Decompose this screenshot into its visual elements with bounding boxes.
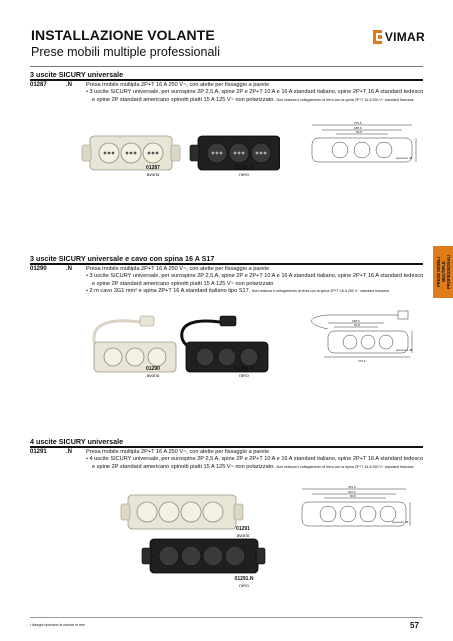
- technical-drawing-01287: [300, 118, 424, 170]
- description-main: Presa mobile multipla 2P+T 16 A 250 V~, con alette per fissaggio a parete: [86, 82, 270, 88]
- description-note: Non realizza il collegamento di terra con la spina 2P+T 16 A 250 V~ standard francese.: [276, 97, 415, 102]
- page-subtitle: Prese mobili multiple professionali: [31, 45, 220, 59]
- product-variant: .N: [66, 449, 72, 455]
- product-code: 01290: [30, 266, 47, 272]
- caption-01290: 01290 avorio: [146, 366, 160, 378]
- product-image-01290: [80, 312, 280, 374]
- power-strip-with-cable-ivory: [94, 316, 176, 372]
- product-variant: .N: [66, 266, 72, 272]
- footer-note: I disegni riportano le misure in mm: [30, 623, 85, 627]
- brand-logo: [373, 30, 425, 44]
- dim-label: 60,8: [350, 494, 356, 498]
- footer-divider: [30, 617, 423, 618]
- dim-label: 60,8: [354, 323, 360, 327]
- product-variant: .N: [66, 82, 72, 88]
- dim-label: 279,6: [358, 359, 366, 363]
- product-description: [86, 82, 424, 104]
- dim-label: spessore 38: [396, 348, 413, 352]
- vimar-logo-icon: [373, 30, 382, 44]
- caption-01290-n: 01290.N nero: [234, 366, 254, 378]
- side-tab-label: PRESE MOBILI MULTIPLE PROFESSIONALI: [436, 254, 451, 290]
- technical-drawing-01290: [298, 305, 426, 367]
- power-strip-with-cable-black: [182, 316, 268, 372]
- page-title: INSTALLAZIONE VOLANTE: [31, 27, 215, 43]
- dim-label: spessore 38: [396, 156, 413, 160]
- description-note: Non realizza il collegamento di terra con la spina 2P+T 16 A 250 V~ standard francese.: [251, 288, 391, 293]
- dim-label: 188,6: [354, 126, 362, 130]
- technical-drawing-01291: [296, 482, 426, 534]
- product-code: 01287: [30, 82, 47, 88]
- description-bullet: • 4 uscite SICURY universale, per eurospine 2P 2,5 A, spine 2P e 2P+T 10 A e 16 A standard italiano, spine 2P+T 16 A standard tedesco e spine 2P standard americano spinotti piatti 15 A 125 V~ non polarizzato. Non realizza il collegamento di terra con la spina 2P+T 16 A 250 V~ standard francese.: [86, 456, 424, 470]
- dim-label: 262,6: [348, 490, 356, 494]
- header-divider: [30, 66, 423, 67]
- product-description: [86, 449, 424, 471]
- brand-name: VIMAR: [384, 30, 425, 44]
- caption-01291: 01291 avorio: [236, 526, 250, 538]
- section-divider: [30, 263, 423, 265]
- dim-label: 60,8: [356, 130, 362, 134]
- description-bullet: • 2 m cavo 3G1 mm² e spina 2P+T 16 A standard italiano tipo S17. Non realizza il collegamento di terra con la spina 2P+T 16 A 250 V~ standard francese.: [86, 287, 391, 294]
- description-bullet: • 3 uscite SICURY universale, per eurospine 2P 2,5 A, spine 2P e 2P+T 10 A e 16 A standard italiano, spine 2P+T 16 A standard tedesco e spine 2P standard americano spinotti piatti 15 A 125 V~ non polarizzato. Non realizza il collegamento di terra con la spina 2P+T 16 A 250 V~ standard francese.: [86, 89, 424, 103]
- dim-label: 353,6: [348, 485, 356, 489]
- description-note: Non realizza il collegamento di terra con la spina 2P+T 16 A 250 V~ standard francese.: [276, 464, 415, 469]
- power-strip-4-ivory: [121, 495, 243, 529]
- product-description: [86, 266, 424, 295]
- caption-01287-n: 01287.N nero: [234, 165, 254, 177]
- caption-01291-n: 01291.N nero: [234, 576, 254, 588]
- section-divider: [30, 79, 423, 81]
- product-code: 01291: [30, 449, 47, 455]
- description-main: Presa mobile multipla 2P+T 16 A 250 V~, con alette per fissaggio a parete: [86, 449, 270, 455]
- section-title: 4 uscite SICURY universale: [30, 437, 124, 446]
- description-main: Presa mobile multipla 2P+T 16 A 250 V~, con alette per fissaggio a parete: [86, 266, 270, 272]
- page-number: 57: [410, 621, 419, 630]
- dim-label: spessore 38: [392, 520, 409, 524]
- section-divider: [30, 446, 423, 448]
- dim-label: 279,6: [354, 121, 362, 125]
- description-bullet: • 3 uscite SICURY universale, per eurospine 2P 2,5 A, spine 2P e 2P+T 10 A e 16 A standard italiano, spine 2P+T 16 A standard tedesco e spine 2P standard americano spinotti piatti 15 A 125 V~ non polarizzato: [86, 273, 424, 287]
- dim-label: 188,6: [352, 319, 360, 323]
- section-title: 3 uscite SICURY universale e cavo con spina 16 A S17: [30, 254, 215, 263]
- power-strip-ivory: [82, 136, 180, 170]
- section-title: 3 uscite SICURY universale: [30, 70, 124, 79]
- caption-01287: 01287 avorio: [146, 165, 160, 177]
- power-strip-4-black: [142, 539, 265, 573]
